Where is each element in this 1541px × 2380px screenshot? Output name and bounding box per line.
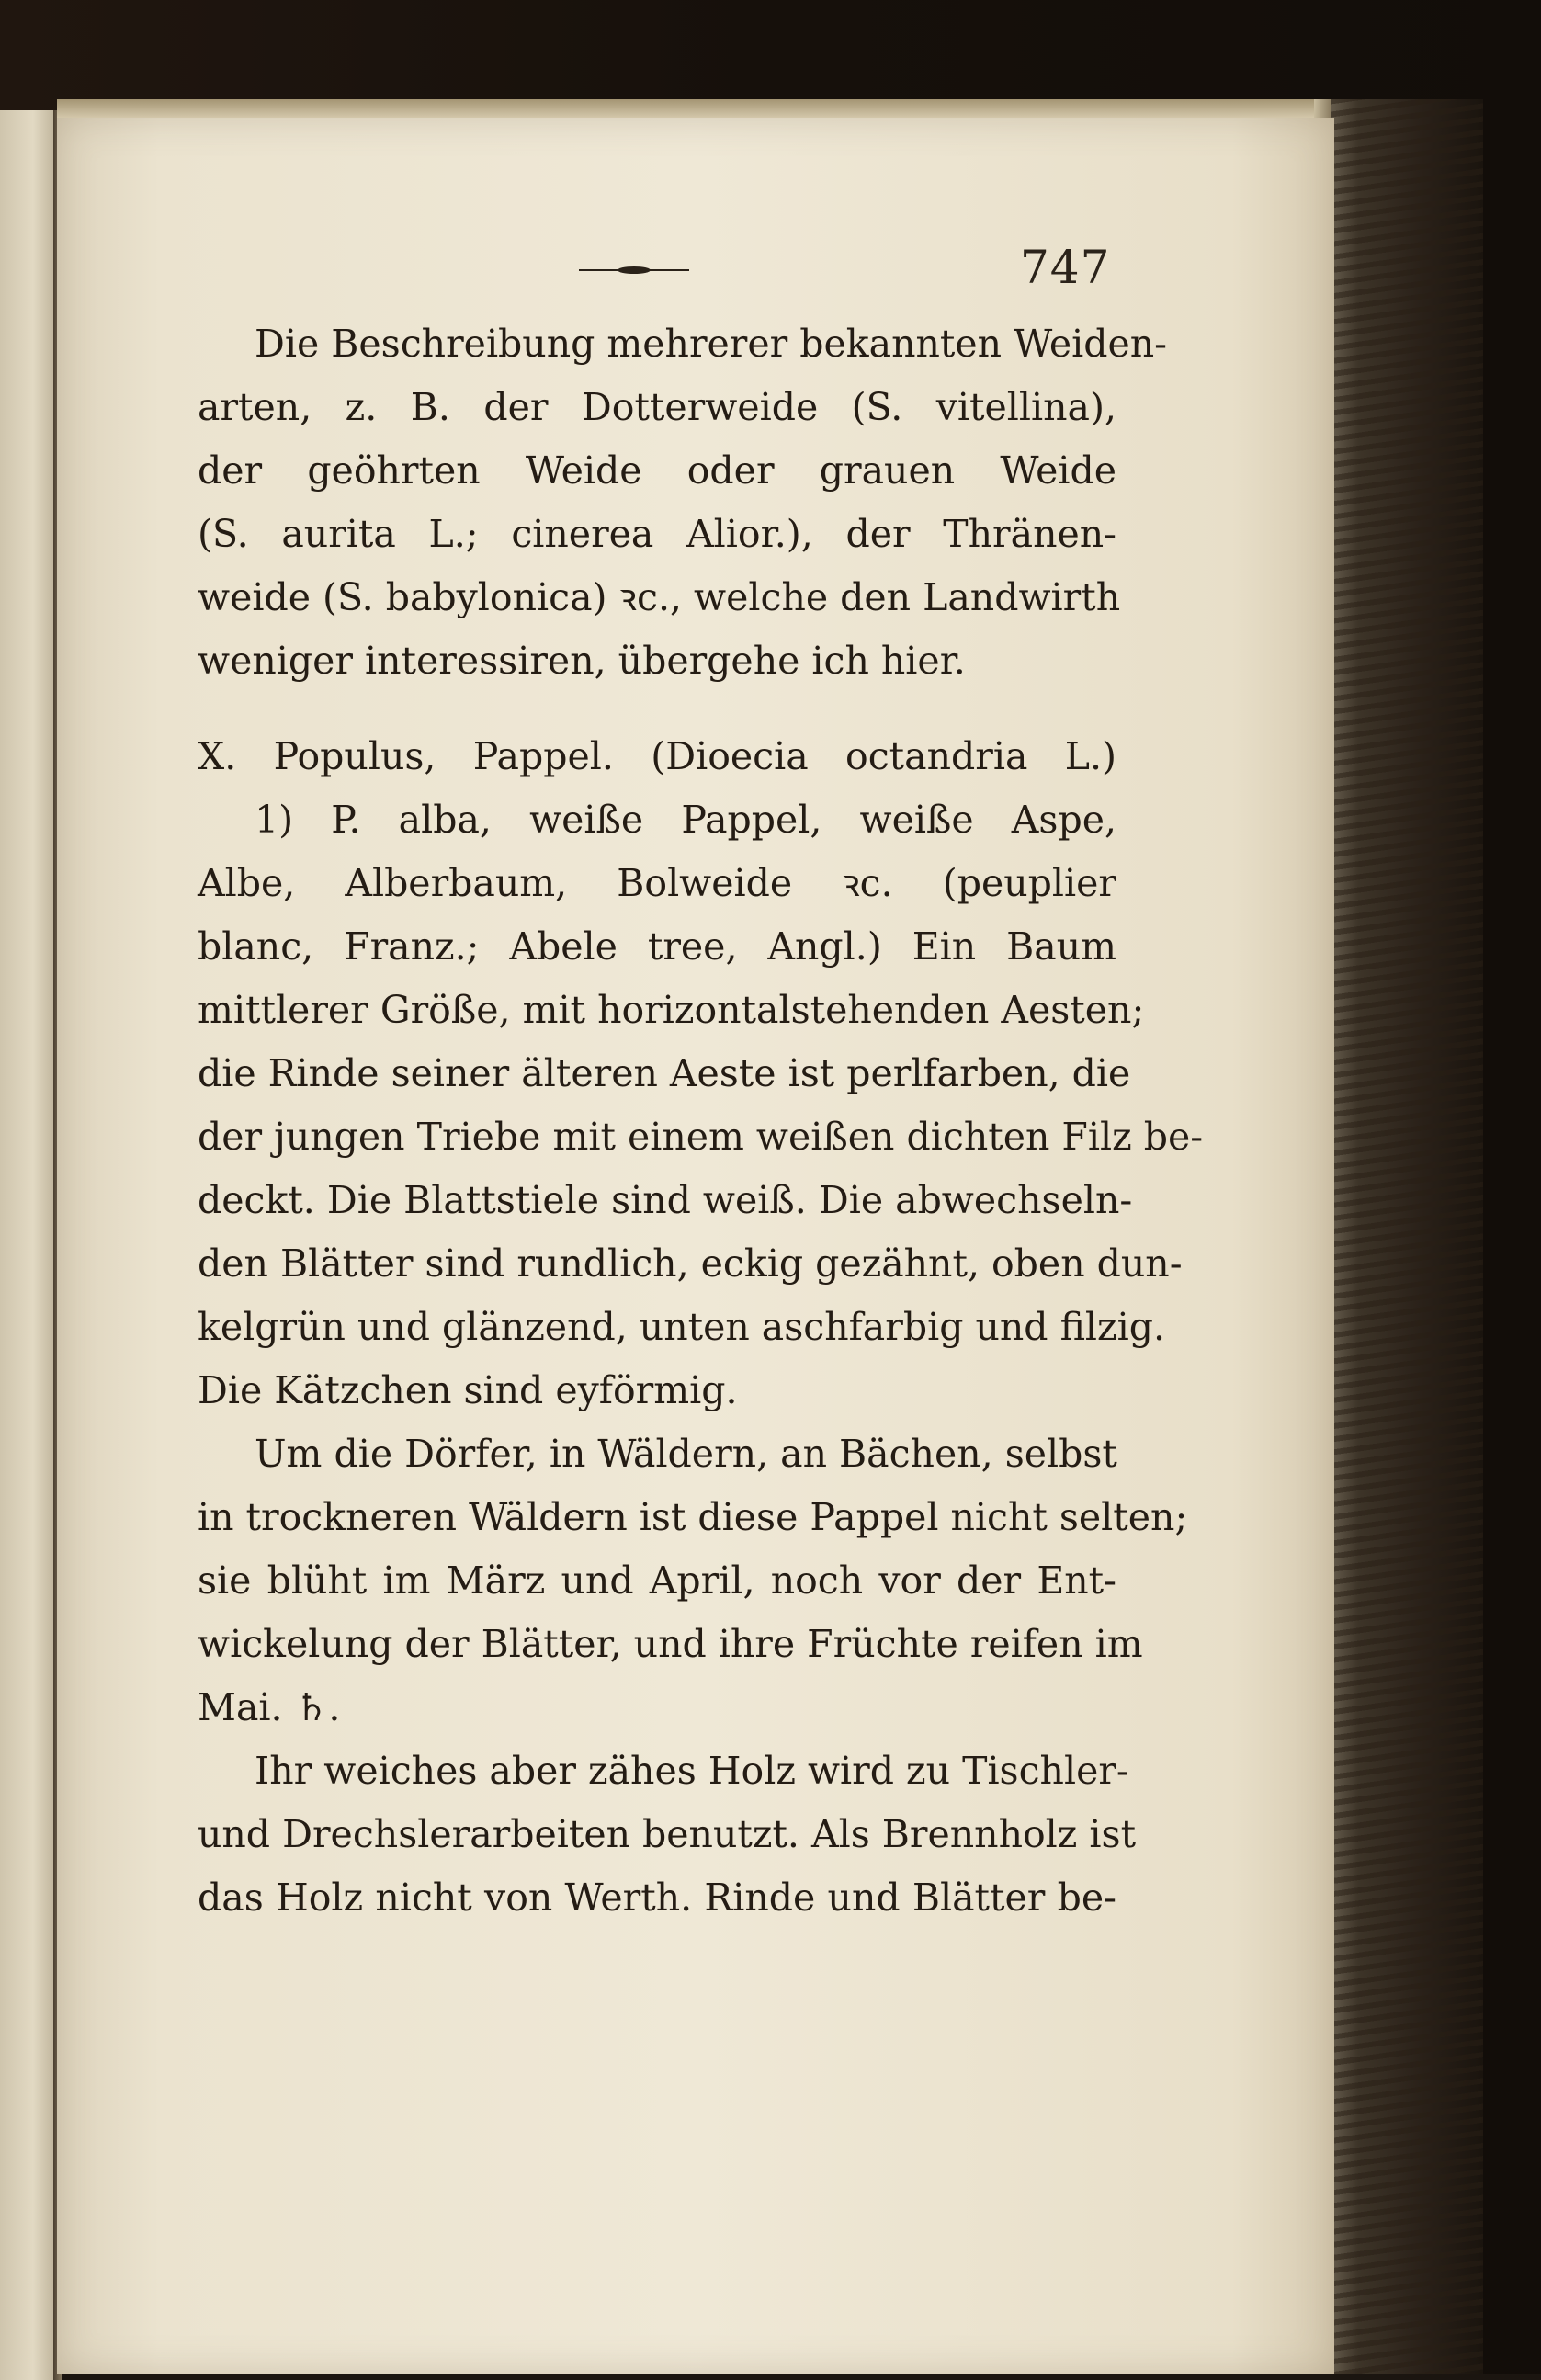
text-line: (S. aurita L.; cinerea Alior.), der Thränen- xyxy=(198,512,1116,556)
page-number: 747 xyxy=(1020,241,1111,294)
text-line: deckt. Die Blattstiele sind weiß. Die abwechseln- xyxy=(198,1178,1133,1222)
text-line: sie blüht im März und April, noch vor der Ent- xyxy=(198,1558,1116,1603)
cover-top-edge xyxy=(57,99,1417,119)
text-line: den Blätter sind rundlich, eckig gezähnt, oben dun- xyxy=(198,1241,1183,1286)
book-cover xyxy=(1323,99,1483,2374)
page-text xyxy=(198,312,1204,1930)
text-line: das Holz nicht von Werth. Rinde und Blätter be- xyxy=(198,1876,1116,1920)
text-line: mittlerer Größe, mit horizontalstehenden Aesten; xyxy=(198,988,1145,1032)
text-line: kelgrün und glänzend, unten aschfarbig und filzig. xyxy=(198,1305,1166,1349)
previous-page-edge xyxy=(0,110,57,2380)
text-line: Um die Dörfer, in Wäldern, an Bächen, selbst xyxy=(255,1432,1117,1476)
text-line: blanc, Franz.; Abele tree, Angl.) Ein Baum xyxy=(198,924,1116,969)
text-line: 1) P. alba, weiße Pappel, weiße Aspe, xyxy=(255,798,1116,842)
text-line: die Rinde seiner älteren Aeste ist perlfarben, die xyxy=(198,1051,1131,1095)
text-line: Albe, Alberbaum, Bolweide ꝛc. (peuplier xyxy=(198,861,1116,905)
section-heading: X. Populus, Pappel. (Dioecia octandria L.) xyxy=(198,734,1116,778)
text-line: weide (S. babylonica) ꝛc., welche den Landwirth xyxy=(198,575,1121,619)
text-line: der jungen Triebe mit einem weißen dichten Filz be- xyxy=(198,1115,1204,1159)
text-line: Die Kätzchen sind eyförmig. xyxy=(198,1368,738,1412)
text-line: Die Beschreibung mehrerer bekannten Weiden- xyxy=(255,322,1168,366)
header-ornament xyxy=(579,266,689,274)
text-line: wickelung der Blätter, und ihre Früchte reifen im xyxy=(198,1622,1143,1666)
text-line: und Drechslerarbeiten benutzt. Als Brennholz ist xyxy=(198,1812,1137,1856)
text-line: in trockneren Wäldern ist diese Pappel nicht selten; xyxy=(198,1495,1188,1539)
text-line: der geöhrten Weide oder grauen Weide xyxy=(198,448,1116,493)
text-line: Mai. ♄. xyxy=(198,1685,341,1729)
text-line: arten, z. B. der Dotterweide (S. vitellina), xyxy=(198,385,1116,429)
text-line: weniger interessiren, übergehe ich hier. xyxy=(198,639,966,683)
text-line: Ihr weiches aber zähes Holz wird zu Tischler- xyxy=(255,1749,1129,1793)
